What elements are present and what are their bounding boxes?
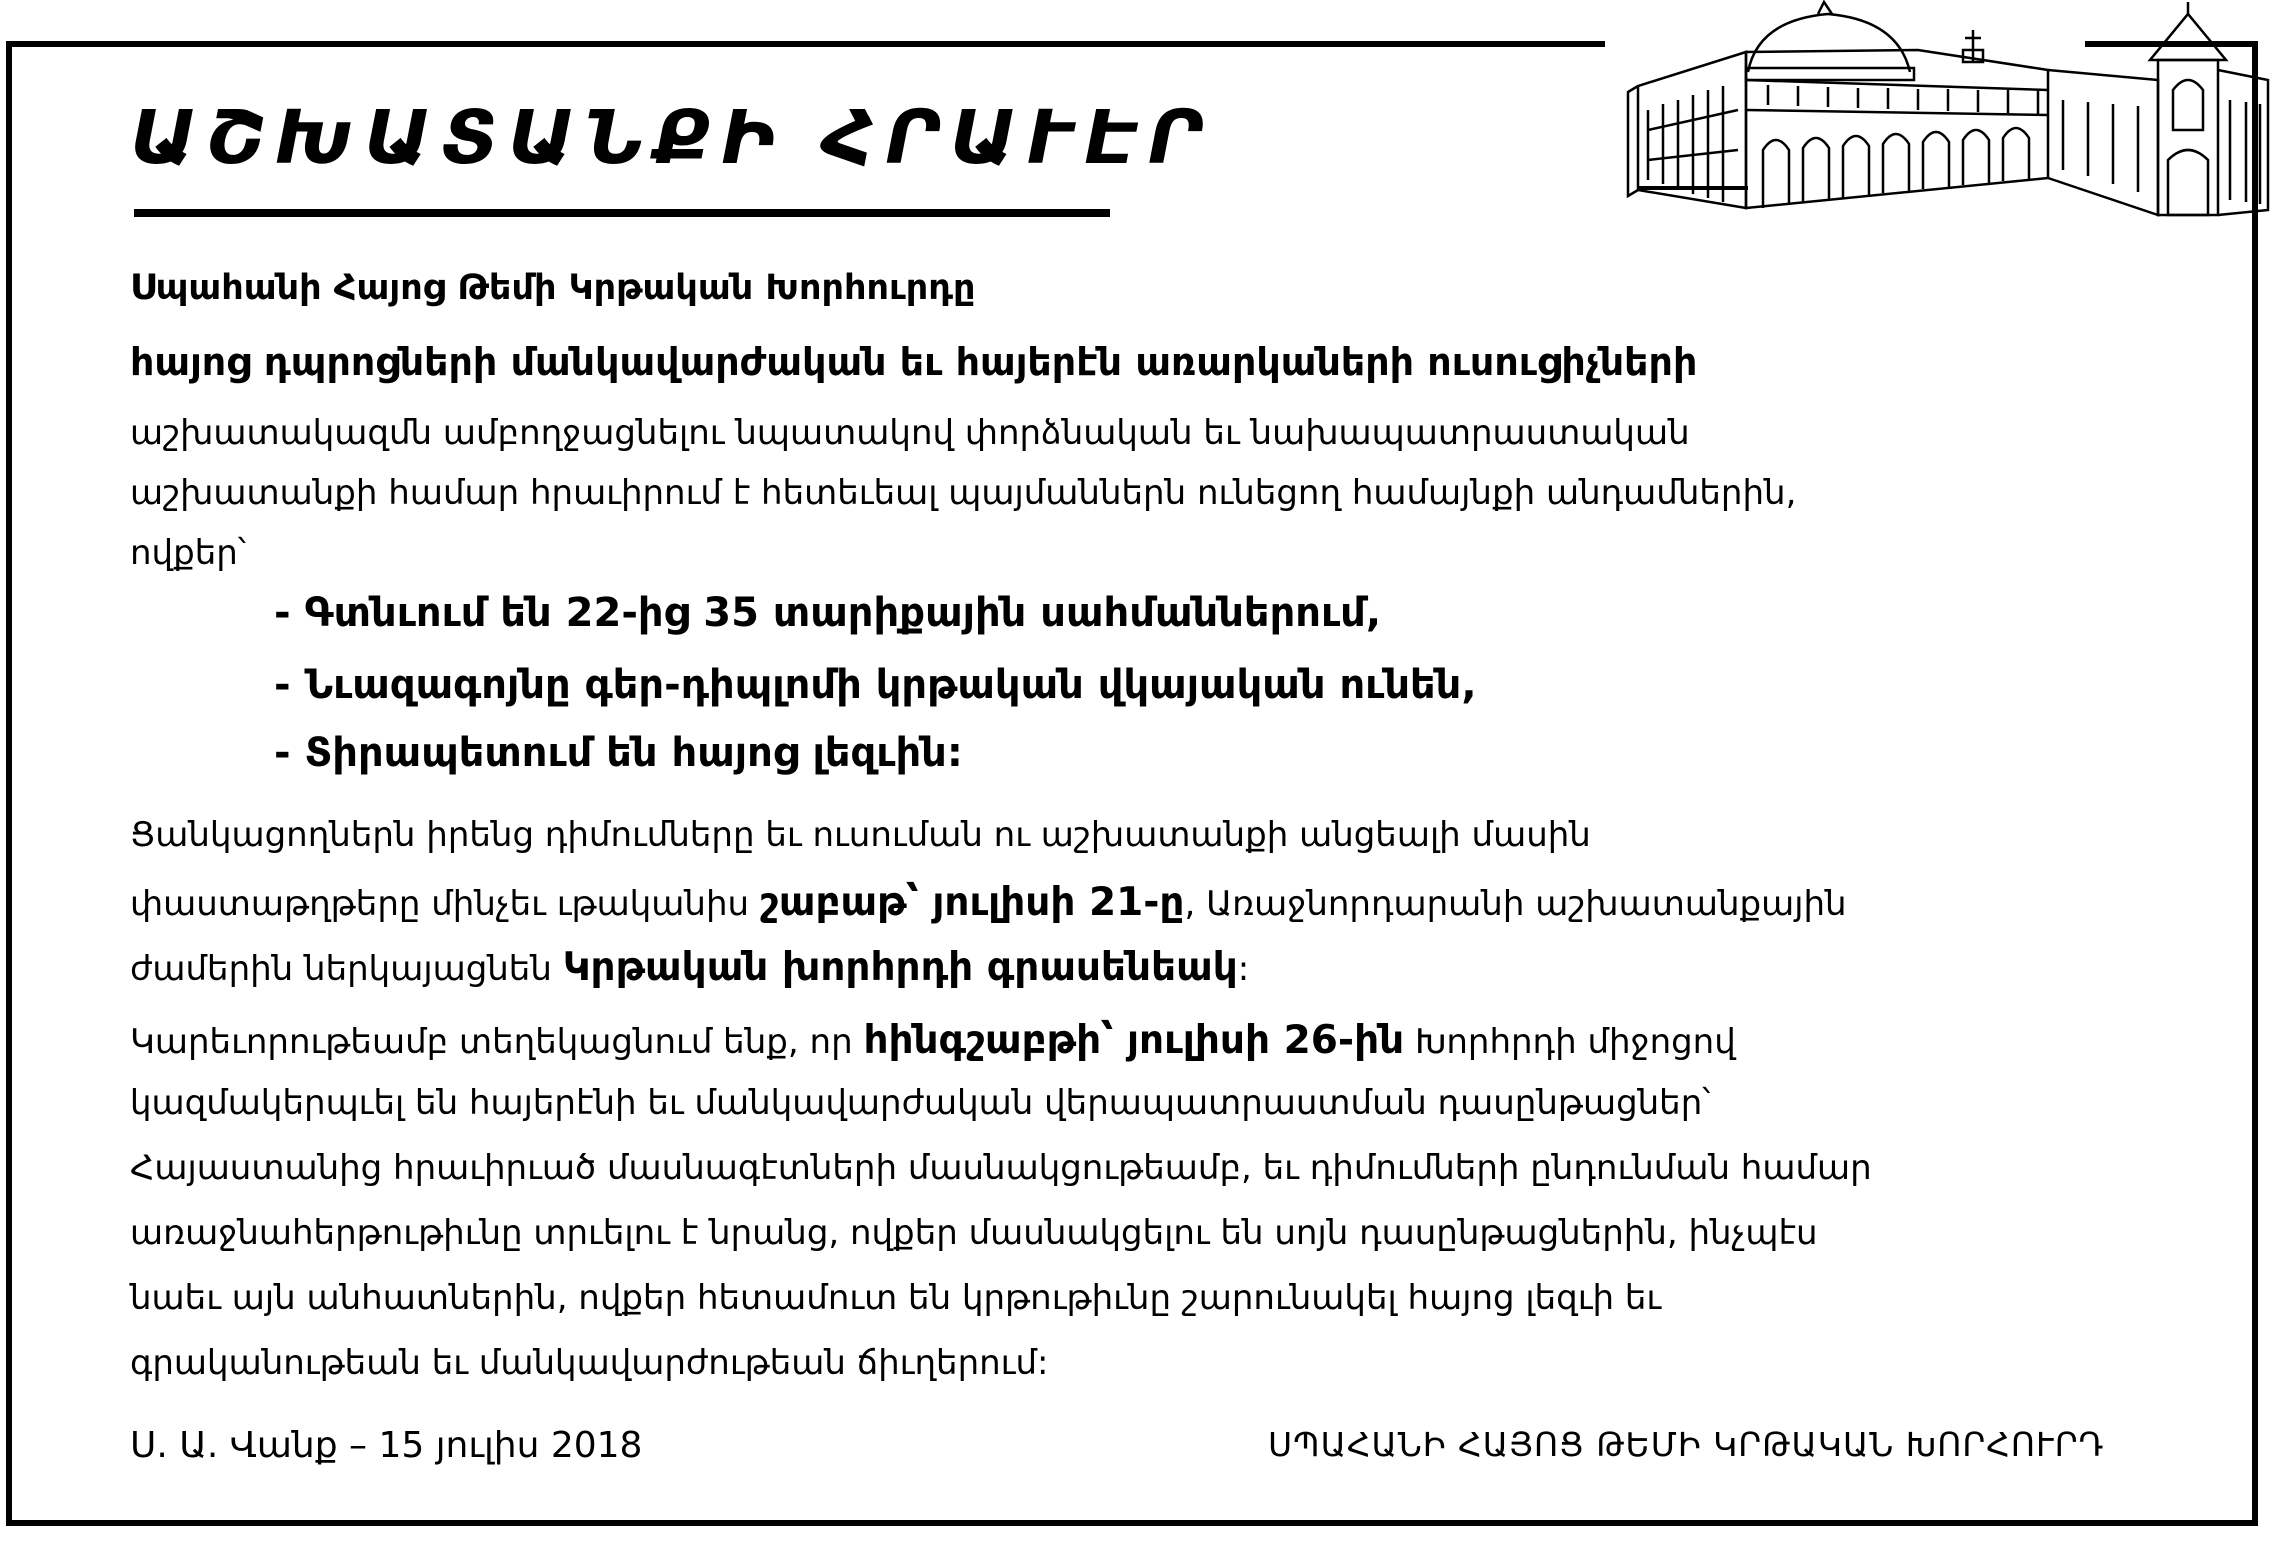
office-name: Կրթական խորհրդի գրասենեակ <box>562 945 1238 990</box>
intro-line-4: աշխատանքի համար հրաւիրում է հետեւեալ պայմաններն ունեցող համայնքի անդամներին, <box>130 473 1797 513</box>
para1-line-3 <box>130 945 1249 990</box>
title-underline <box>134 209 1110 217</box>
para1-line-2 <box>130 880 1847 925</box>
para1-line-1: Ցանկացողներն իրենց դիմումները եւ ուսուման ու աշխատանքի անցեալի մասին <box>130 815 1591 855</box>
course-date: հինգշաբթի՝ յուլիսի 26-ին <box>863 1018 1405 1063</box>
para2-line-1-text: Կարեւորութեամբ տեղեկացնում ենք, որ <box>130 1022 864 1062</box>
intro-line-1: Սպահանի Հայոց Թեմի Կրթական Խորհուրդը <box>130 268 976 308</box>
para1-line-3-rest: : <box>1237 949 1250 989</box>
para2-line-4: առաջնահերթութիւնը տրւելու է նրանց, ովքեր մասնակցելու են սոյն դասընթացներին, ինչպէս <box>130 1213 1818 1253</box>
para1-line-2-rest: , Առաջնորդարանի աշխատանքային <box>1184 884 1847 924</box>
para2-line-1 <box>130 1018 1736 1063</box>
para2-line-5: նաեւ այն անհատներին, ովքեր հետամուտ են կրթութիւնը շարունակել հայոց լեզւի եւ <box>130 1278 1662 1318</box>
para1-line-2-text: փաստաթղթերը մինչեւ ւթականիս <box>130 884 760 924</box>
intro-line-5: ովքեր՝ <box>130 533 246 573</box>
para2-line-3: Հայաստանից հրաւիրւած մասնագէտների մասնակցութեամբ, եւ դիմումների ընդունման համար <box>130 1148 1872 1188</box>
page-title: ԱՇԽԱՏԱՆՔԻ ՀՐԱՒԷՐ <box>130 95 1213 181</box>
para2-line-2: կազմակերպւել են հայերէնի եւ մանկավարժական վերապատրաստման դասընթացներ՝ <box>130 1083 1711 1123</box>
para1-line-3-text: ժամերին ներկայացնեն <box>130 949 563 989</box>
condition-item: - Տիրապետում են հայոց լեզւին: <box>274 730 963 776</box>
intro-line-2: հայոց դպրոցների մանկավարժական եւ հայերէն առարկաների ուսուցիչների <box>130 340 1698 384</box>
signature: ՍՊԱՀԱՆԻ ՀԱՅՈՑ ԹԵՄԻ ԿՐԹԱԿԱՆ ԽՈՐՀՈՒՐԴ <box>1268 1425 2105 1464</box>
condition-item: - Գտնւում են 22-ից 35 տարիքային սահմաններում, <box>274 590 1382 636</box>
church-building-illustration <box>1618 0 2273 228</box>
intro-line-3: աշխատակազմն ամբողջացնելու նպատակով փորձնական եւ նախապատրաստական <box>130 413 1690 453</box>
para2-line-1-rest: Խորհրդի միջոցով <box>1404 1022 1736 1062</box>
condition-item: - Նւազագոյնը գեր-դիպլոմի կրթական վկայական ունեն, <box>274 662 1477 708</box>
deadline-date: շաբաթ՝ յուլիսի 21-ը <box>759 880 1185 925</box>
place-date: Ս. Ա. Վանք – 15 յուլիս 2018 <box>130 1425 643 1466</box>
para2-line-6: գրականութեան եւ մանկավարժութեան ճիւղերում: <box>130 1343 1049 1383</box>
